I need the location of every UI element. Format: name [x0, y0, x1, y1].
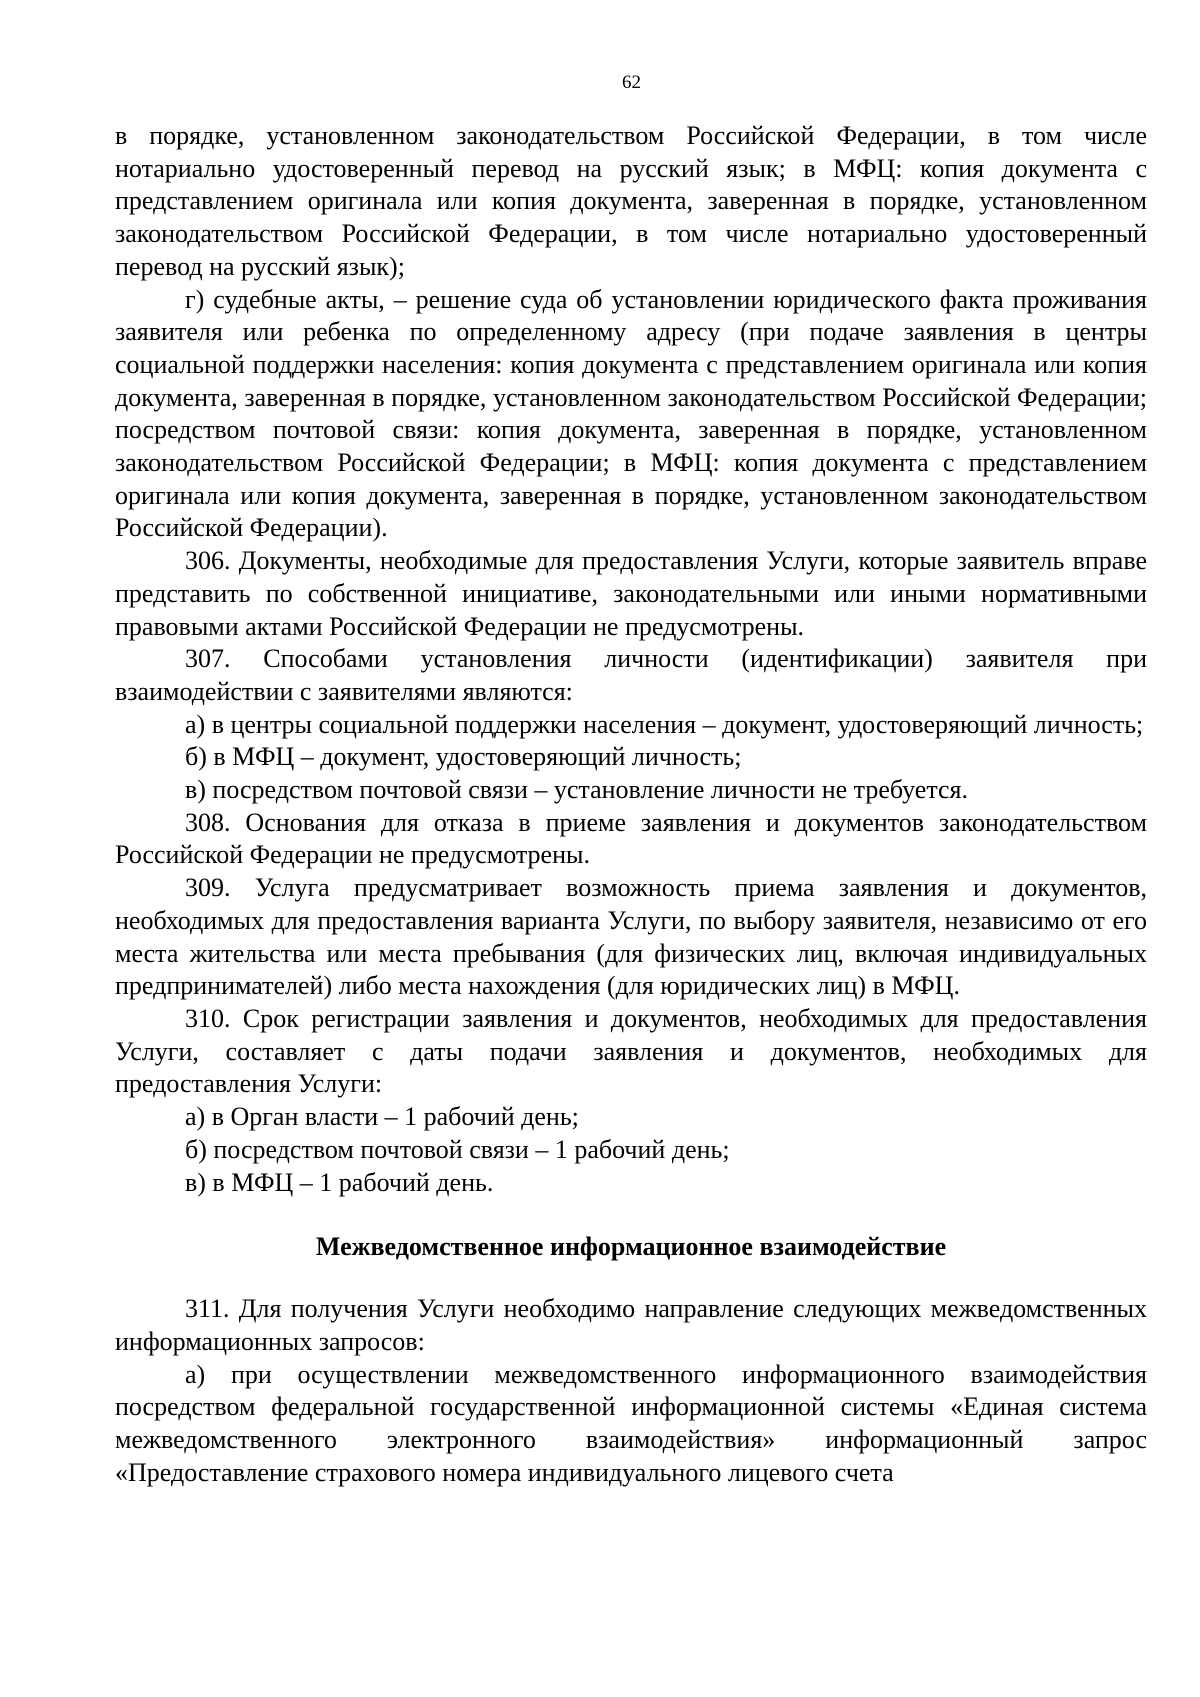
paragraph-310-item-b: б) посредством почтовой связи – 1 рабочий день; [185, 1134, 730, 1164]
paragraph-309: 309. Услуга предусматривает возможность приема заявления и документов, необходимых для предоставления варианта Услуги, по выбору заявителя, независимо от его места жительства или места пребывания (для физических лиц, включая индивидуальных предпринимателей) либо места нахождения (для юридических лиц) в МФЦ. [115, 873, 1147, 1001]
paragraph-311: 311. Для получения Услуги необходимо направление следующих межведомственных информационных запросов: [115, 1294, 1147, 1356]
paragraphs-after-heading [115, 1293, 1147, 1489]
paragraphs-before-heading [115, 120, 1147, 1199]
paragraph-307-item-v: в) посредством почтовой связи – установление личности не требуется. [185, 775, 969, 805]
page-number: 62 [622, 72, 641, 93]
paragraph-308: 308. Основания для отказа в приеме заявления и документов законодательством Российской Федерации не предусмотрены. [115, 807, 1147, 870]
paragraph-continuation: в порядке, установленном законодательством Российской Федерации, в том числе нотариально удостоверенный перевод на русский язык; в МФЦ: копия документа с представлением оригинала или копия документа, заверенная в порядке, установленном законодательством Российской Федерации, в том числе нотариально удостоверенный перевод на русский язык); [115, 121, 1147, 281]
paragraph-306: 306. Документы, необходимые для предоставления Услуги, которые заявитель вправе представить по собственной инициативе, законодательными или иными нормативными правовыми актами Российской Федерации не предусмотрены. [115, 546, 1147, 641]
paragraph-310-item-a: а) в Орган власти – 1 рабочий день; [185, 1102, 579, 1132]
paragraph-307-item-a: а) в центры социальной поддержки населения – документ, удостоверяющий личность; [185, 709, 1144, 739]
paragraph-item-g: г) судебные акты, – решение суда об установлении юридического факта проживания заявителя или ребенка по определенному адресу (при подаче заявления в центры социальной поддержки населения: копия документа с представлением оригинала или копия документа, заверенная в порядке, установленном законодательством Российской Федерации; посредством почтовой связи: копия документа, заверенная в порядке, установленном законодательством Российской Федерации; в МФЦ: копия документа с представлением оригинала или копия документа, заверенная в порядке, установленном законодательством Российской Федерации). [115, 284, 1147, 543]
section-heading: Межведомственное информационное взаимодействие [315, 1232, 947, 1262]
paragraph-311-item-a: а) при осуществлении межведомственного информационного взаимодействия посредством федеральной государственной информационной системы «Единая система межведомственного электронного взаимодействия» информационный запрос «Предоставление страхового номера индивидуального лицевого счета [115, 1359, 1147, 1487]
paragraph-310-item-v: в) в МФЦ – 1 рабочий день. [185, 1167, 494, 1197]
paragraph-310: 310. Срок регистрации заявления и документов, необходимых для предоставления Услуги, составляет с даты подачи заявления и документов, необходимых для предоставления Услуги: [115, 1003, 1147, 1099]
paragraph-307: 307. Способами установления личности (идентификации) заявителя при взаимодействии с заявителями являются: [115, 644, 1147, 706]
document-body [115, 120, 1147, 1489]
paragraph-307-item-b: б) в МФЦ – документ, удостоверяющий личность; [185, 742, 742, 772]
